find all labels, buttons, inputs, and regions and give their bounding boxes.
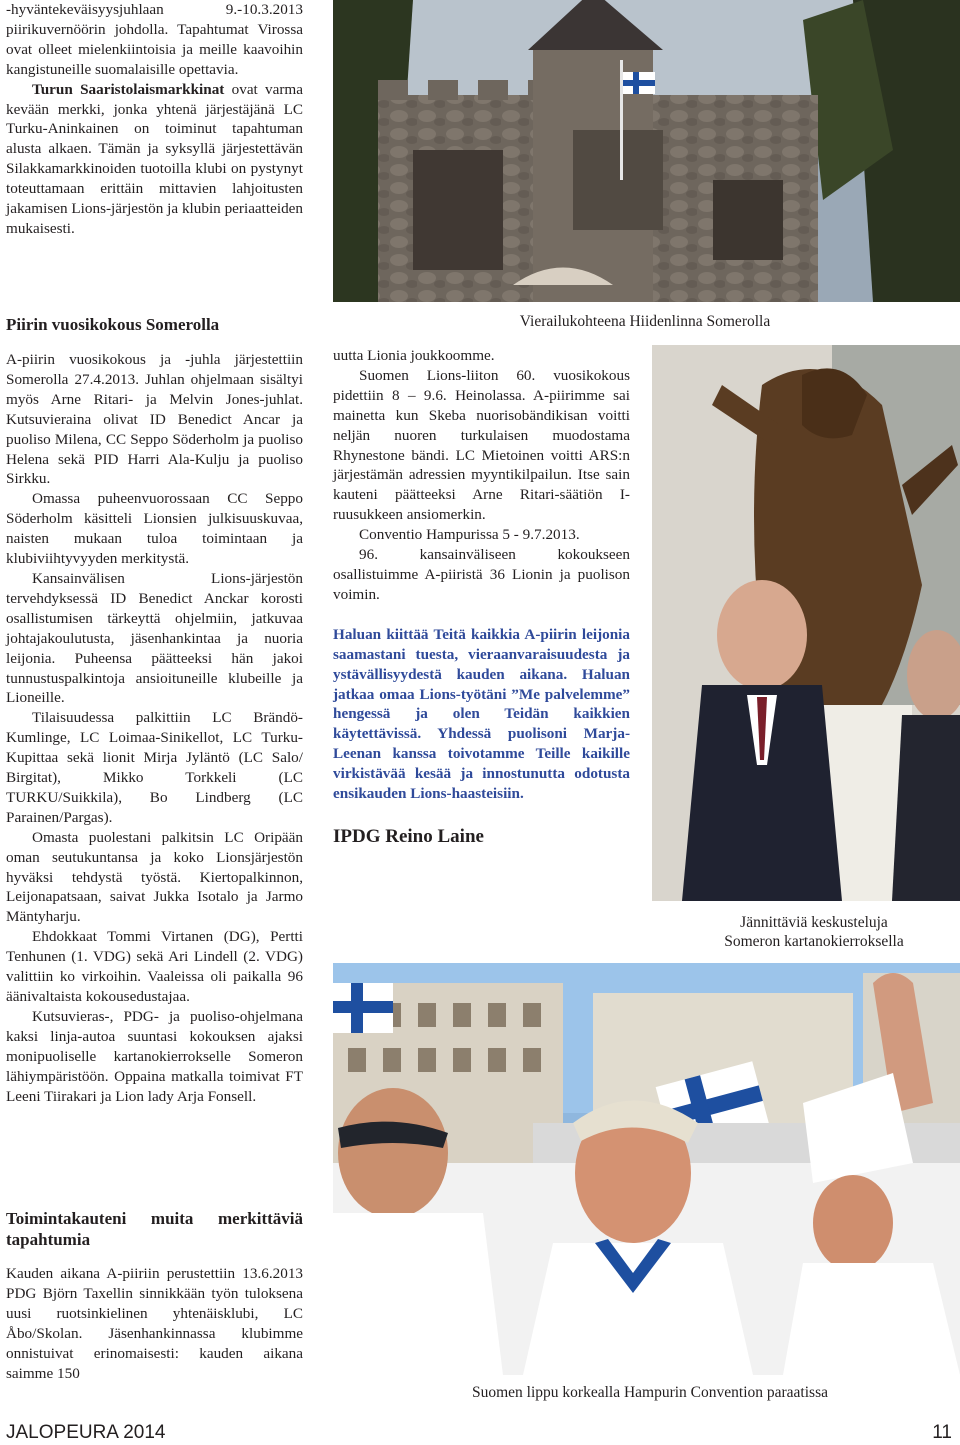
signature: IPDG Reino Laine xyxy=(333,825,484,847)
meeting-paragraph: Ehdokkaat Tommi Virtanen (DG), Pertti Tenhunen (1. VDG) sekä Ari Lindell (2. VDG) valittiin ko virkoihin. Vaaleissa oli paikalla 96 äänivaltaista kokousedustajaa. xyxy=(6,928,303,1005)
intro-paragraph: -hyväntekeväisyysjuhlaan 9.-10.3.2013 piirikuvernöörin johdolla. Tapahtumat Virossa ovat olleet mielenkiintoisia ja meille kaavoihin kangistuneille suomalaisille opettavia. xyxy=(6,1,303,78)
middle-paragraph: Conventio Hampurissa 5 - 9.7.2013. xyxy=(359,526,580,544)
bear-caption-line1: Jännittäviä keskusteluja xyxy=(740,914,888,931)
market-text: ovat varma kevään merkki, jonka yhtenä järjestäjänä LC Turku-Aninkainen on toiminut tapahtuman alusta alkaen. Tämän ja syksyllä järjestettävän Silakkamarkkinoiden tuotoilla klubi on pystynyt toteuttamaan erittäin mittavien lahjoitusten jakamisen Lions-järjestön ja klubin periaatteiden mukaisesti. xyxy=(6,80,303,237)
intro-column xyxy=(6,0,303,239)
castle-photo xyxy=(333,0,960,302)
parade-photo xyxy=(333,963,960,1375)
meeting-column xyxy=(6,314,303,1106)
meeting-paragraph: Kansainvälisen Lions-järjestön tervehdyksessä ID Benedict Anckar korosti osallistumisen tärkeyttä ohjelmiin, jatkuvaa johtajakoulutusta, jäsenhankintaa ja nuoria leijonia. Puheensa päätteeksi hän jakoi tunnustuspalkintoja ansioituneille klubeille ja Lioneille. xyxy=(6,569,303,707)
middle-paragraph: 96. kansainväliseen kokoukseen osallistuimme A-piiristä 36 Lionin ja puolison voimin. xyxy=(333,546,630,603)
thanks-paragraph: Haluan kiittää Teitä kaikkia A-piirin leijonia saamastani tuesta, vieraanvaraisuudesta ja ystävällisyydestä kauden aikana. Haluan jatkaa omaa Lions-työtäni ”Me palvelemme” hengessä ja olen Teidän kaikkien käytettävissä. Yhdessä puolisoni Marja-Leenan kanssa toivotamme Teille kaikille virkistävää kesää ja innostunutta odotusta ensikauden Lions-haasteisiin. xyxy=(333,625,630,803)
middle-paragraph: uutta Lionia joukkoomme. xyxy=(333,347,495,364)
page-number: 11 xyxy=(932,1422,952,1443)
meeting-paragraph: A-piirin vuosikokous ja -juhla järjestettiin Somerolla 27.4.2013. Juhlan ohjelmaan sisältyi myös Arne Ritari- ja Melvin Jones-juhlat. Kutsuvieraina olivat ID Benedict Ancar ja puoliso Milena, CC Seppo Söderholm ja puoliso Helena sekä PID Harri Ala-Kulju ja puoliso Sirkku. xyxy=(6,351,303,488)
meeting-paragraph: Kutsuvieras-, PDG- ja puoliso-ohjelmana kaksi linja-autoa suuntasi kokouksen ajaksi monipuoliselle kartanokierrokselle Someron lähiympäristöön. Oppaina matkalla toimivat FT Leeni Tiirakari ja Lion lady Arja Fonsell. xyxy=(6,1007,303,1105)
meeting-paragraph: Tilaisuudessa palkittiin LC Brändö-Kumlinge, LC Loimaa-Sinikellot, LC Turku-Kupittaa sekä lionit Mirja Jyläntö (LC Salo/ Birgitat), Mikko Torkkeli (LC TURKU/Suikkila), Bo Lindberg (LC Parainen/Pargas). xyxy=(6,709,303,826)
meeting-paragraph: Omassa puheenvuorossaan CC Seppo Söderholm käsitteli Lionsien julkisuuskuvaa, naisten mukaan tuloa toimintaan ja klubiviihtyvyyden merkitystä. xyxy=(6,490,303,568)
bear-caption xyxy=(690,913,938,951)
parade-caption: Suomen lippu korkealla Hampurin Convention paraatissa xyxy=(472,1384,828,1401)
market-title: Turun Saaristolaismarkkinat xyxy=(32,80,225,98)
other-events-column xyxy=(6,1208,303,1383)
market-paragraph xyxy=(6,80,303,239)
castle-caption: Vierailukohteena Hiidenlinna Somerolla xyxy=(519,313,771,330)
bear-photo xyxy=(652,345,960,901)
other-events-heading: Toimintakauteni muita merkittäviä tapahtumia xyxy=(6,1209,303,1249)
magazine-title: JALOPEURA 2014 xyxy=(6,1422,166,1443)
middle-paragraph: Suomen Lions-liiton 60. vuosikokous pidettiin 8 – 9.6. Heinolassa. A-piirimme sai mainetta kun Skeba nuorisobändikisan voitti neljän nuoren turkulaisen muodostama Rhynestone bändi. LC Mietoinen voitti ARS:n järjestämän adressien myyntikilpailun. Itse sain kauteni päätteeksi Arne Ritari-säätiön I-ruusukkeen ansiomerkin. xyxy=(333,366,630,524)
middle-column xyxy=(333,346,630,847)
bear-caption-line2: Someron kartanokierroksella xyxy=(724,933,904,950)
meeting-heading: Piirin vuosikokous Somerolla xyxy=(6,315,220,334)
other-events-paragraph: Kauden aikana A-piiriin perustettiin 13.6.2013 PDG Björn Taxellin sinnikkään työn tuloksena uusi ruotsinkielinen yhtenäisklubi, LC Åbo/Skolan. Jäsenhankinnassa klubimme onnistuivat erinomaisesti: kauden aikana saimme 150 xyxy=(6,1265,303,1382)
meeting-paragraph: Omasta puolestani palkitsin LC Oripään oman seutukuntansa ja koko Lionsjärjestön hyväksi tehdystä työstä. Kiertopalkinnon, Leijonapatsaan, saivat Jukka Isotalo ja Jarmo Mäntyharju. xyxy=(6,828,303,926)
